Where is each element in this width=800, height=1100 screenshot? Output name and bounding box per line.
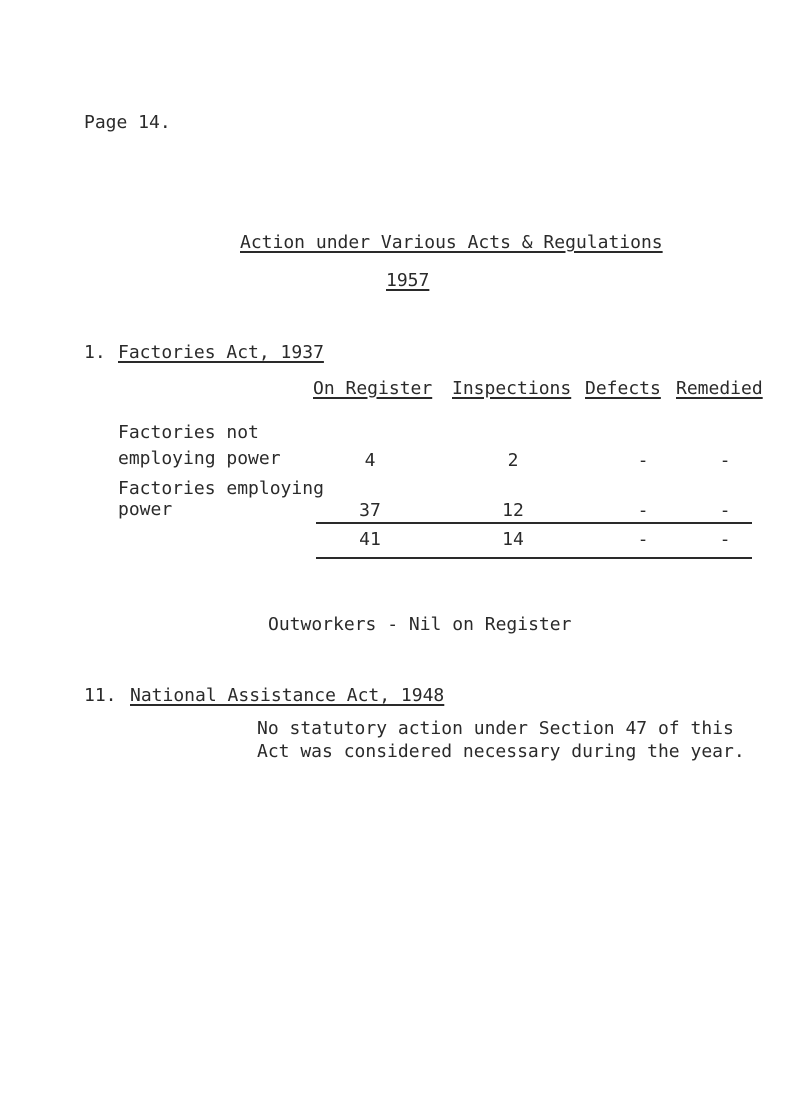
row-2-label-line1: Factories employing — [118, 478, 324, 499]
row-1-on-register: 4 — [364, 450, 376, 471]
total-on-register: 41 — [359, 529, 381, 550]
section-2-text-line2: Act was considered necessary during the year. — [257, 741, 745, 762]
section-2-text-line1: No statutory action under Section 47 of this — [257, 718, 734, 739]
total-inspections: 14 — [502, 529, 524, 550]
column-header-inspections: Inspections — [452, 378, 572, 399]
column-header-on-register: On Register — [313, 378, 433, 399]
totals-top-rule — [316, 522, 752, 524]
row-1-inspections: 2 — [507, 450, 519, 471]
column-header-defects: Defects — [585, 378, 661, 399]
row-1-label-line1: Factories not — [118, 422, 259, 443]
outworkers-note: Outworkers - Nil on Register — [268, 614, 572, 635]
section-2-number: 11. — [84, 685, 117, 706]
total-remedied: - — [719, 529, 731, 550]
heading-title: Action under Various Acts & Regulations — [240, 232, 663, 253]
section-2-title: National Assistance Act, 1948 — [130, 685, 445, 706]
column-header-remedied: Remedied — [676, 378, 763, 399]
page-number: Page 14. — [84, 112, 171, 133]
row-1-defects: - — [637, 450, 649, 471]
row-2-defects: - — [637, 500, 649, 521]
total-defects: - — [637, 529, 649, 550]
row-2-on-register: 37 — [359, 500, 381, 521]
row-2-remedied: - — [719, 500, 731, 521]
section-1-title: Factories Act, 1937 — [118, 342, 324, 363]
row-1-remedied: - — [719, 450, 731, 471]
row-1-label-line2: employing power — [118, 448, 281, 469]
row-2-inspections: 12 — [502, 500, 524, 521]
heading-year: 1957 — [386, 270, 430, 291]
section-1-number: 1. — [84, 342, 106, 363]
totals-bottom-rule — [316, 557, 752, 559]
row-2-label-line2: power — [118, 499, 173, 520]
